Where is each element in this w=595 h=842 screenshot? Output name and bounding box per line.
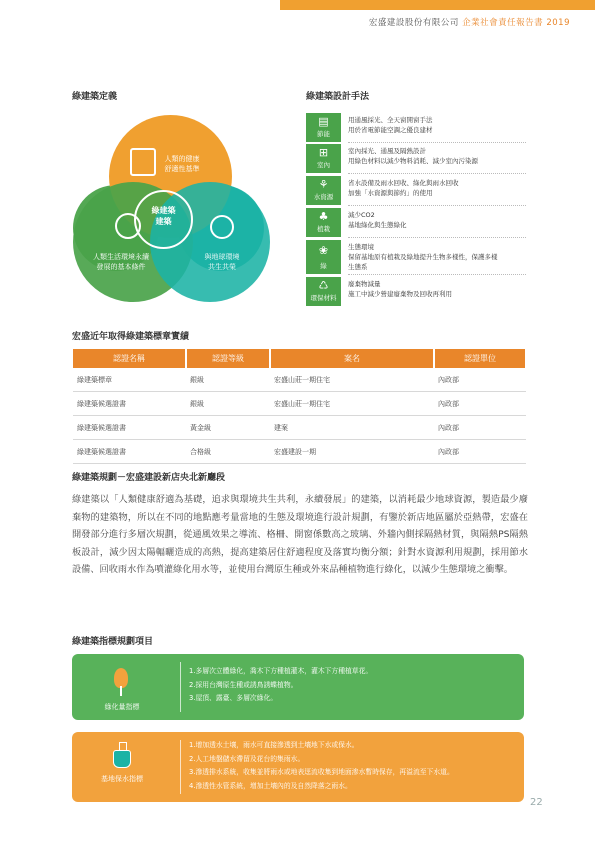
- design-row-energy: [306, 113, 526, 142]
- design-row-text: 廢棄物減量 施工中減少營建廢棄物及回收再利用: [348, 280, 452, 298]
- indicators-title: 綠建築指標規劃項目: [72, 637, 154, 647]
- cert-cell: 黃金級: [186, 416, 270, 440]
- energy-icon: ▤ 節能: [306, 113, 341, 142]
- list-item: 2.人工地盤儲水滯留及花台的集雨水。: [189, 754, 305, 763]
- design-row-text: 省水設備及雨水回收、綠化與雨水回收 加強「水資源與節約」的使用: [348, 179, 459, 197]
- cert-title: 宏盛近年取得綠建築標章實績: [72, 332, 190, 342]
- cert-cell: 綠建築候選證書: [73, 392, 186, 416]
- list-item: 2.採用台灣原生種或誘鳥誘蝶植物。: [189, 680, 298, 689]
- report-year: 2019: [546, 18, 570, 28]
- window-icon: ⊞ 室內: [306, 144, 341, 173]
- list-item: 1.增加透水土壤，雨水可直接滲透到土壤地下水或保水。: [189, 741, 359, 749]
- design-row-ecology: [306, 240, 526, 274]
- tree-icon: [114, 668, 128, 696]
- faucet-icon: ⚘ 水資源: [306, 176, 341, 205]
- cert-cell: 綠建築候選證書: [73, 440, 186, 464]
- company-name: 宏盛建設股份有限公司: [368, 18, 459, 28]
- definition-title: 綠建築定義: [72, 92, 118, 102]
- planning-title: 綠建築規劃－宏盛建設新店央北新廳段: [72, 473, 226, 483]
- table-row: [73, 416, 526, 440]
- flask-icon: [112, 742, 132, 768]
- recycle-icon: ♺ 環保材料: [306, 277, 341, 306]
- cert-cell: 銀級: [186, 392, 270, 416]
- flower-icon: ❀ 綠: [306, 240, 341, 274]
- design-row-text: 室內採光、通風及隔熱設計 用綠色材料以減少物料消耗、減少室內污染源: [348, 147, 478, 165]
- cert-cell: 內政部: [434, 440, 526, 464]
- venn-top-label: 人類的健康 舒適性基準: [164, 155, 200, 173]
- cert-cell: 合格級: [186, 440, 270, 464]
- cert-header-cell: 案名: [270, 349, 434, 368]
- planning-paragraph: 綠建築以「人類健康舒適為基礎，追求與環境共生共利，永續發展」的建築，以消耗最少地球資源，製造最少廢棄物的建築物，所以在不同的地點應考量當地的生態及環境進行設計規劃，有鑒於新店地區屬於亞熱帶，宏盛在開發部分進行多層次規劃，從通風效果之導流、格柵、開窗係數高之玻璃、外牆內側採隔熱材質，與隔熱PS隔熱板設計，減少因太陽輻曬造成的高熱，提高建築居住舒適程度及落實均衡分額；針對水資源利用規劃，採用節水設備、回收雨水作為噴灌綠化用水等，並使用台灣原生種或外來品種植物進行綠化，以減少生態環境之衝擊。: [72, 494, 528, 575]
- cert-cell: 宏盛建設一期: [270, 440, 434, 464]
- venn-center-label: 綠建築 建築: [151, 206, 176, 226]
- water-indicator-label: 基地保水指標: [101, 775, 143, 783]
- greening-indicator-box: [72, 654, 524, 720]
- list-item: 3.滲透排水系統，收集並將雨水或地表逕流收集到地面渗水暫時保存，再溢流至下水道。: [189, 768, 454, 776]
- list-item: 4.滲透性水管系統，增加土壤內的及自然降落之雨水。: [189, 781, 352, 790]
- cert-header-row: [73, 349, 526, 368]
- cert-header-cell: 認證單位: [434, 349, 526, 368]
- cert-cell: 宏盛山莊一期住宅: [270, 368, 434, 392]
- design-row-material: [306, 277, 526, 306]
- cert-cell: 內政部: [434, 392, 526, 416]
- cert-table: [73, 349, 527, 464]
- design-row-text: 減少CO2 基地綠化與生態綠化: [348, 211, 407, 229]
- design-title: 綠建築設計手法: [306, 92, 370, 102]
- water-items: [189, 739, 454, 793]
- cert-cell: 內政部: [434, 368, 526, 392]
- cert-cell: 內政部: [434, 416, 526, 440]
- page-number: 22: [530, 797, 543, 808]
- design-row-text: 生態環境 保留基地原有植栽及綠地提升生物多樣性，保護多樣 生態系: [348, 243, 498, 271]
- cert-cell: 宏盛山莊一期住宅: [270, 392, 434, 416]
- table-row: [73, 368, 526, 392]
- design-row-text: 用通風採光、全天窗開窗手法 用於省電節能空調之優良建材: [348, 116, 433, 134]
- running-header: [300, 16, 570, 28]
- greening-items: [189, 665, 372, 706]
- list-item: 1.多層次立體綠化，喬木下方種植灌木，灌木下方種植草花。: [189, 667, 373, 675]
- cert-cell: 建案: [270, 416, 434, 440]
- report-name: 企業社會責任報告書: [462, 18, 544, 28]
- globe-tree-icon: [115, 213, 141, 239]
- greening-indicator-label-area: [72, 654, 172, 720]
- header-accent-bar: [280, 0, 595, 10]
- cert-cell: 銀級: [186, 368, 270, 392]
- list-item: 3.屋頂、露臺、多層次綠化。: [189, 694, 278, 702]
- venn-left-label: 人類生活環境永續 發展的基本條件: [93, 253, 149, 271]
- greening-indicator-label: 綠化量指標: [104, 703, 140, 711]
- cert-header-cell: 認證名稱: [73, 349, 186, 368]
- design-row-plant: [306, 208, 526, 237]
- water-indicator-label-area: [72, 732, 172, 802]
- design-row-water: [306, 176, 526, 205]
- design-row-indoor: [306, 144, 526, 173]
- venn-right-label: 與地球環境 共生共榮: [204, 253, 240, 271]
- cert-cell: 綠建築標章: [73, 368, 186, 392]
- globe-icon: [210, 215, 234, 239]
- table-row: [73, 392, 526, 416]
- water-indicator-box: [72, 732, 524, 802]
- plant-icon: ♣ 植栽: [306, 208, 341, 237]
- cert-header-cell: 認證等級: [186, 349, 270, 368]
- cert-cell: 綠建築候選證書: [73, 416, 186, 440]
- table-row: [73, 440, 526, 464]
